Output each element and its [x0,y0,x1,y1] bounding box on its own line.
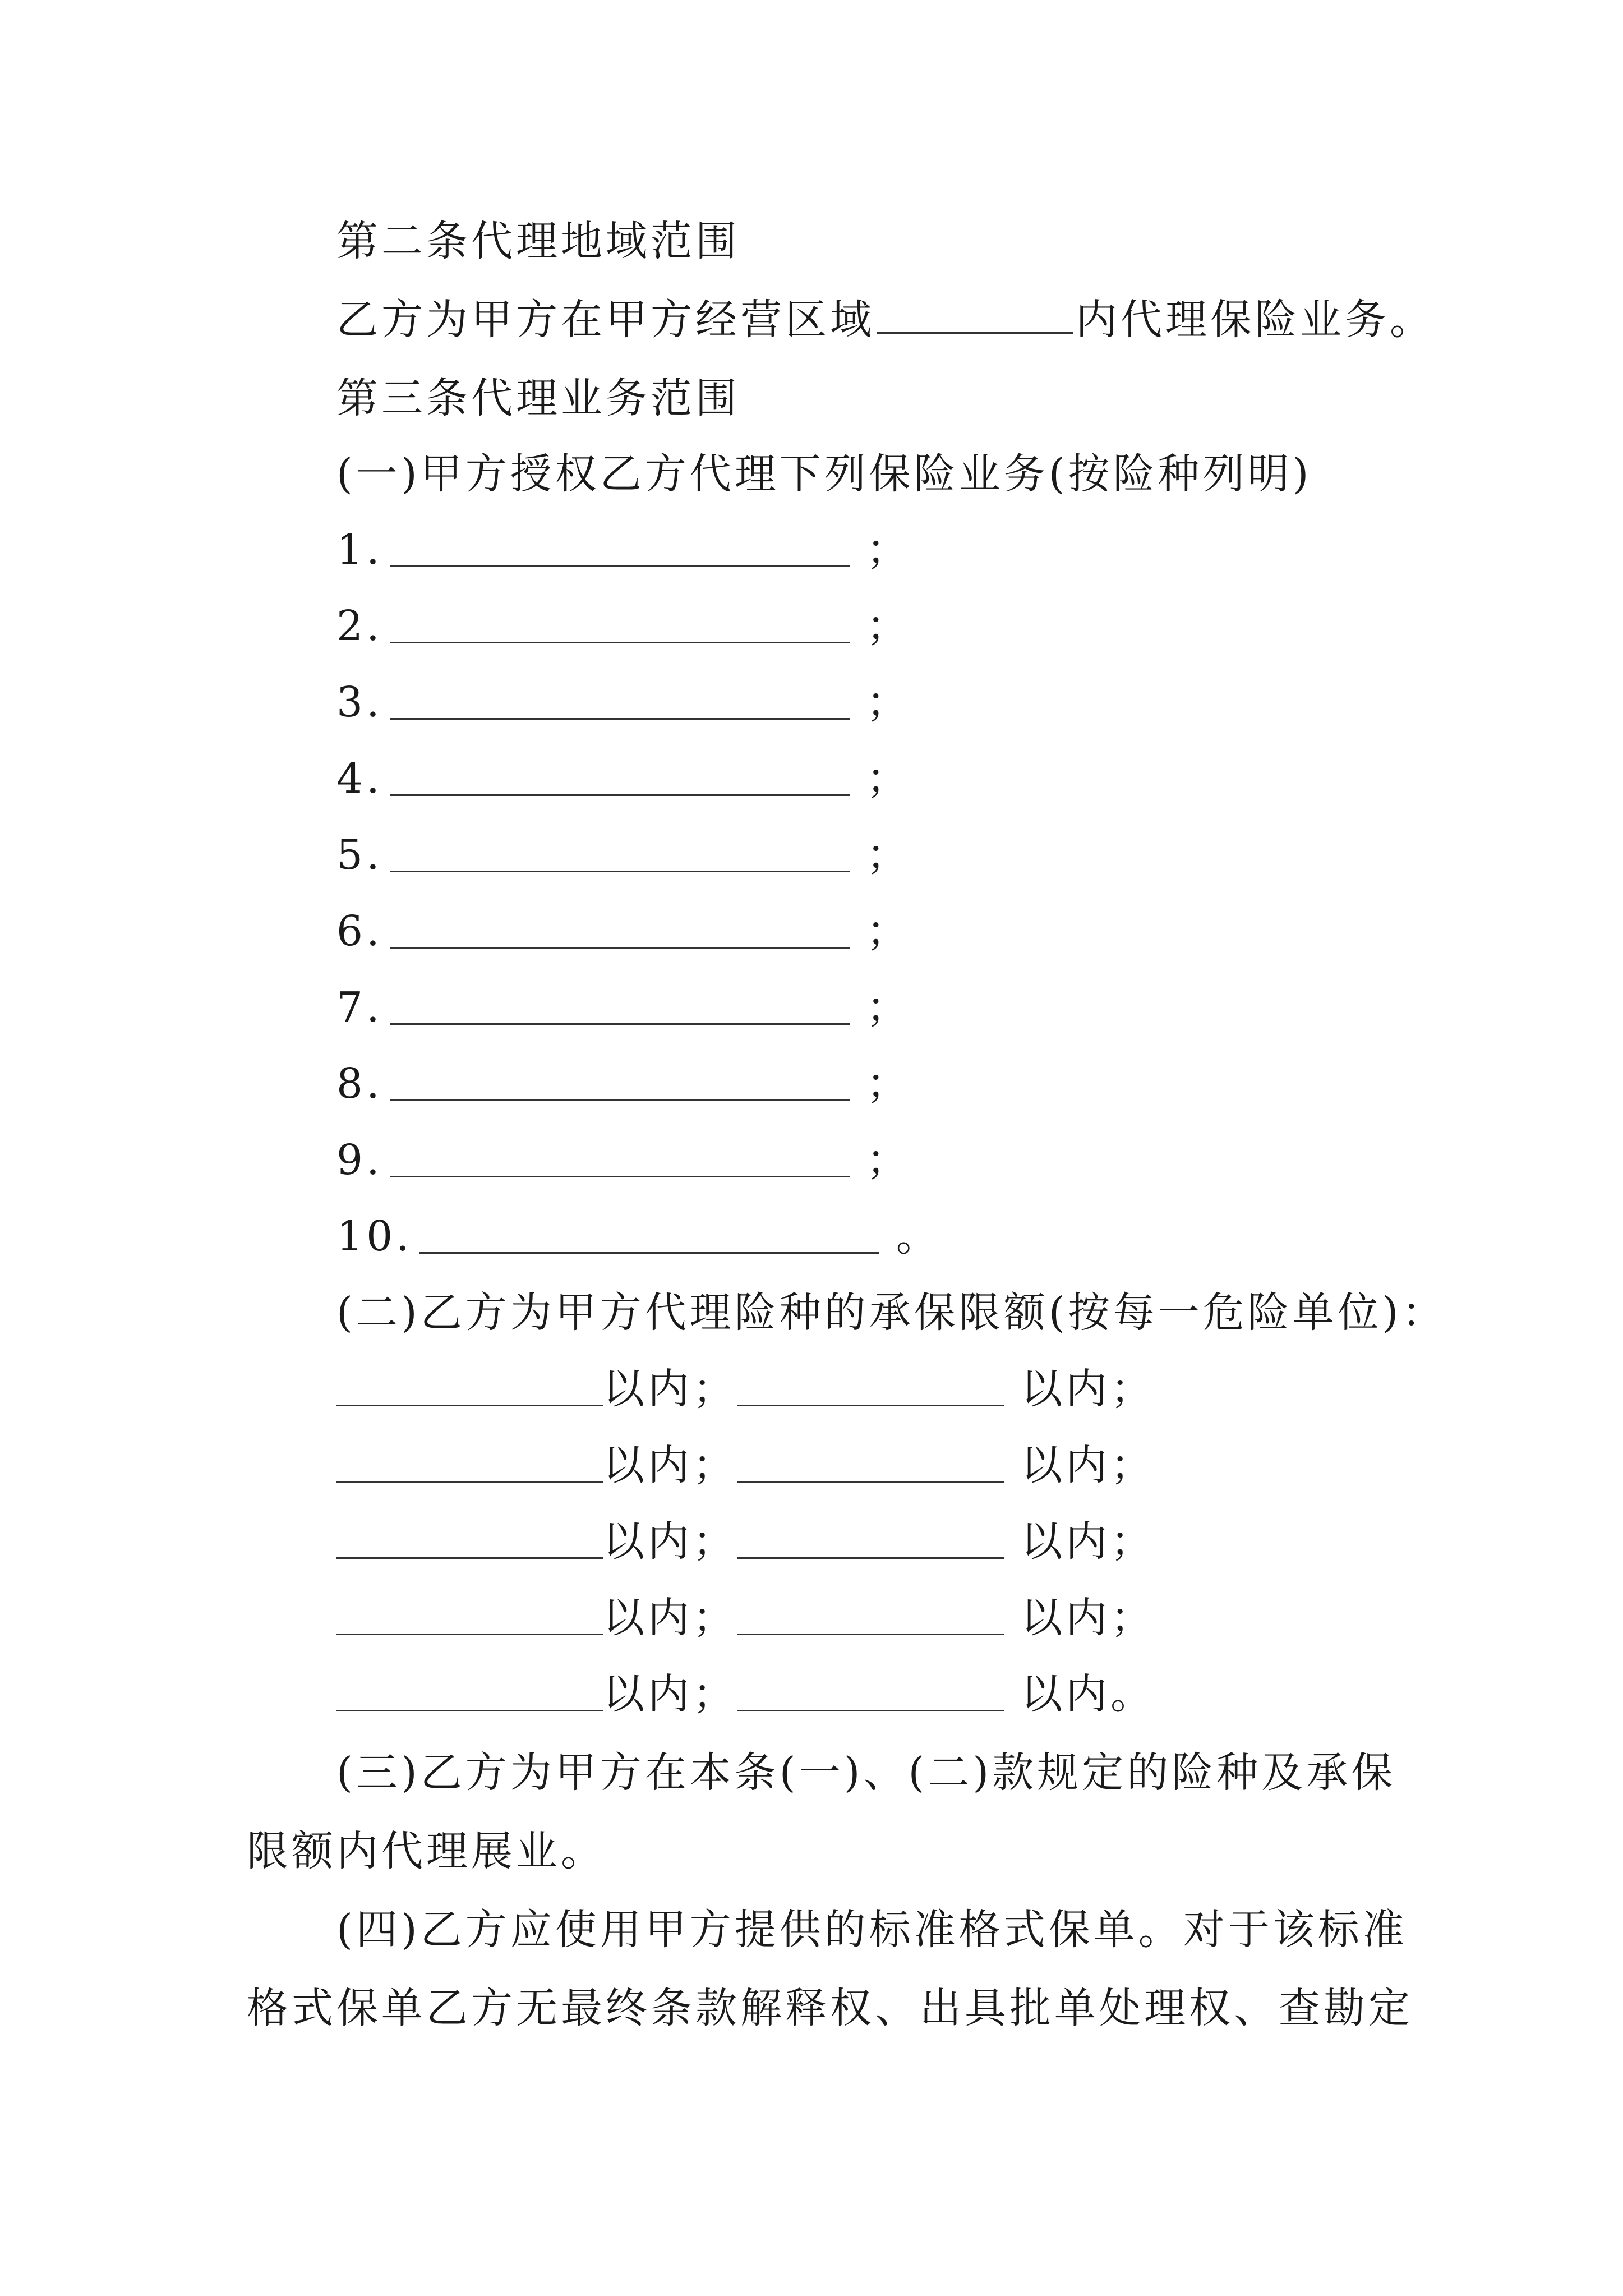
limit-blank[interactable] [737,1441,1004,1483]
item-number: 5. [336,831,383,879]
clause-4-line-1: (四)乙方应使用甲方提供的标准格式保单。对于该标准 [336,1906,1408,1954]
item-blank[interactable] [390,678,850,720]
list-item [336,827,911,883]
clause-4-line-2: 格式保单乙方无最终条款解释权、出具批单处理权、查勘定 [247,1984,1413,2032]
article2-text-after: 内代理保险业务。 [1076,296,1435,344]
item-number: 10. [336,1212,413,1260]
item-blank[interactable] [390,1059,850,1101]
limit-end: 以内； [1021,1365,1155,1413]
limit-mid: 以内； [603,1441,737,1489]
limit-blank[interactable] [336,1364,603,1406]
article2-heading: 第二条代理地域范围 [336,217,740,265]
item-number: 2. [336,602,383,650]
item-blank[interactable] [390,830,850,872]
limit-mid: 以内； [603,1517,737,1566]
item-blank[interactable] [390,907,850,949]
limit-end: 以内； [1021,1594,1155,1642]
limit-blank[interactable] [737,1364,1004,1406]
article3-heading: 第三条代理业务范围 [336,374,740,422]
list-item [336,751,911,807]
item-number: 4. [336,754,383,803]
list-item [336,598,911,654]
clause-2: (二)乙方为甲方代理险种的承保限额(按每一危险单位)： [336,1289,1447,1337]
item-number: 8. [336,1060,383,1108]
item-end: ； [866,678,911,726]
list-item [336,1208,941,1264]
limit-blank[interactable] [336,1517,603,1559]
limit-mid: 以内； [603,1594,737,1642]
item-end: ； [866,1060,911,1108]
clause-3-line-1: (三)乙方为甲方在本条(一)、(二)款规定的险种及承保 [336,1749,1396,1797]
limit-row [336,1590,1155,1646]
limit-row [336,1437,1155,1493]
item-end: ； [866,831,911,879]
item-end: ； [866,1136,911,1184]
list-item [336,903,911,959]
limit-blank[interactable] [737,1517,1004,1559]
item-end: ； [866,907,911,955]
clause-1: (一)甲方授权乙方代理下列保险业务(按险种列明) [336,450,1312,498]
limit-row [336,1361,1155,1417]
article2-text-before: 乙方为甲方在甲方经营区域 [336,296,875,344]
article2-body [336,292,1435,348]
limit-mid: 以内； [603,1365,737,1413]
item-end: ； [866,983,911,1032]
limit-row [336,1513,1155,1570]
limit-end: 以内； [1021,1517,1155,1566]
item-blank[interactable] [419,1212,879,1254]
limit-end: 以内； [1021,1441,1155,1489]
item-blank[interactable] [390,1135,850,1177]
item-end: ； [866,602,911,650]
item-blank[interactable] [390,601,850,643]
limit-blank[interactable] [737,1593,1004,1635]
list-item [336,1132,911,1188]
item-number: 7. [336,983,383,1032]
item-number: 6. [336,907,383,955]
limit-blank[interactable] [737,1669,1004,1711]
item-number: 3. [336,678,383,726]
item-blank[interactable] [390,983,850,1025]
region-blank[interactable] [877,292,1073,334]
limit-end: 以内。 [1021,1670,1155,1718]
item-blank[interactable] [390,525,850,567]
limit-mid: 以内； [603,1670,737,1718]
clause-3-line-2: 限额内代理展业。 [247,1827,606,1875]
list-item [336,979,911,1036]
item-number: 9. [336,1136,383,1184]
item-blank[interactable] [390,754,850,796]
limit-blank[interactable] [336,1441,603,1483]
limit-row [336,1666,1155,1722]
item-end: 。 [896,1212,941,1260]
list-item [336,1056,911,1112]
list-item [336,674,911,730]
item-end: ； [866,754,911,803]
limit-blank[interactable] [336,1669,603,1711]
list-item [336,522,911,578]
item-end: ； [866,526,911,574]
limit-blank[interactable] [336,1593,603,1635]
item-number: 1. [336,526,383,574]
